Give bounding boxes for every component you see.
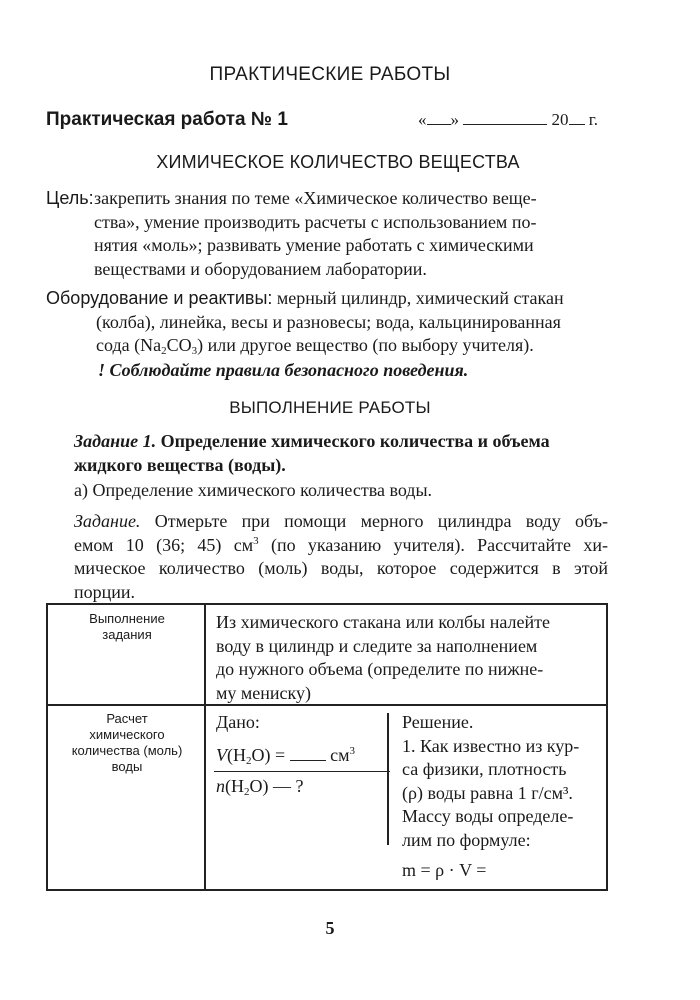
year-suffix: г. xyxy=(588,110,599,129)
equipment-label: Оборудование и реактивы: xyxy=(46,288,273,308)
find-amount: $n(H_2O)$ — ? xyxy=(216,776,304,798)
day-blank[interactable] xyxy=(427,110,451,125)
equipment-block xyxy=(46,287,608,358)
safety-warning: ! Соблюдайте правила безопасного поведения. xyxy=(98,360,469,380)
task1-title xyxy=(74,429,614,477)
solution-block: Решение. 1. Как известно из кур- са физики, плотность (ρ) воды равна 1 г/см³. Массу воды определе- лим по формуле: xyxy=(402,712,580,850)
task1-label: Задание 1. xyxy=(74,431,157,451)
equipment-line: сода $(Na_2CO_3)$ или другое вещество (по выбору учителя). xyxy=(96,335,534,357)
goal-block xyxy=(46,187,608,281)
mass-formula: m = ρ · V = xyxy=(402,860,487,880)
given-label: Дано: xyxy=(216,712,260,732)
volume-blank[interactable] xyxy=(290,746,326,761)
table-column-divider xyxy=(204,605,206,889)
equipment-line: мерный цилиндр, химический стакан xyxy=(276,288,564,308)
section-title: ПРАКТИЧЕСКИЕ РАБОТЫ xyxy=(209,64,451,85)
date-close-quote: » xyxy=(450,110,459,129)
row2-label: Расчет химического количества (моль) воды xyxy=(71,711,183,774)
year-prefix: 20 xyxy=(551,110,569,129)
task-table xyxy=(46,603,608,891)
task-description: Задание. Отмерьте при помощи мерного цилиндра воду объ- емом 10 (36; 45) $см^3$ (по указанию учителя). Рассчитайте хи- мическое количество (моль) воды, которое содержится в этой порции. xyxy=(74,511,608,602)
topic-title: ХИМИЧЕСКОЕ КОЛИЧЕСТВО ВЕЩЕСТВА xyxy=(156,152,520,172)
subtask-a: а) Определение химического количества воды. xyxy=(74,480,433,500)
goal-line: ства», умение производить расчеты с использованием по- xyxy=(94,211,537,232)
goal-line: нятия «моль»; развивать умение работать с химическими xyxy=(94,235,534,255)
date-line xyxy=(418,110,598,130)
goal-line: веществами и оборудованием лаборатории. xyxy=(94,258,427,279)
year-blank[interactable] xyxy=(569,110,585,125)
equipment-line: (колба), линейка, весы и разновесы; вода, кальцинированная xyxy=(96,311,561,332)
goal-label: Цель: xyxy=(46,188,94,208)
goal-line: закрепить знания по теме «Химическое количество веще- xyxy=(94,188,537,208)
page-number: 5 xyxy=(325,918,335,938)
given-volume: $V(H_2O) = см^3$ xyxy=(216,745,356,767)
task1-text: Определение химического количества и объема жидкого вещества (воды). xyxy=(74,431,550,475)
row1-label: Выполнение задания xyxy=(89,611,165,642)
given-divider xyxy=(214,771,390,772)
row1-content: Из химического стакана или колбы налейте воду в цилиндр и следите за наполнением до нужного объема (определите по нижне- му мениску) xyxy=(216,612,550,703)
month-blank[interactable] xyxy=(463,110,547,125)
execution-title: ВЫПОЛНЕНИЕ РАБОТЫ xyxy=(229,398,431,417)
solution-divider xyxy=(387,713,389,845)
work-title: Практическая работа № 1 xyxy=(46,109,288,130)
task-desc-label: Задание. xyxy=(74,511,141,531)
date-open-quote: « xyxy=(418,110,427,129)
